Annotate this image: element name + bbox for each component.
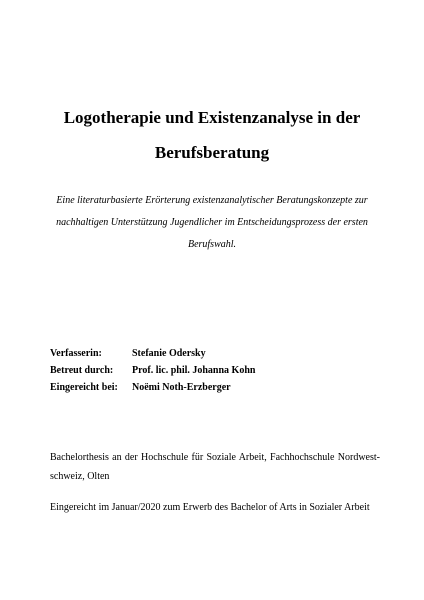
author-info — [50, 345, 380, 396]
supervisor-value: Prof. lic. phil. Johanna Kohn — [132, 365, 256, 376]
supervisor-label: Betreut durch: — [50, 365, 114, 376]
title-line-1: Logotherapie und Existenzanalyse in der — [63, 108, 361, 127]
thesis-institution — [50, 448, 380, 486]
submission-note: Eingereicht im Januar/2020 zum Erwerb des Bachelor of Arts in Sozialer Arbeit — [50, 502, 370, 513]
title-line-2: Berufsberatung — [154, 143, 270, 162]
submitted-to-label: Eingereicht bei: — [50, 382, 118, 393]
subtitle-line-3: Berufswahl. — [187, 239, 237, 250]
thesis-line-2: schweiz, Olten — [50, 471, 110, 482]
submitted-to-row — [50, 379, 380, 396]
document-title — [40, 100, 384, 170]
subtitle-line-1: Eine literaturbasierte Erörterung existenzanalytischer Beratungskonzepte zur — [56, 195, 368, 206]
thesis-line-1: Bachelorthesis an der Hochschule für Soziale Arbeit, Fachhochschule Nordwest- — [50, 452, 380, 463]
submitted-to-value: Noëmi Noth-Erzberger — [132, 382, 231, 393]
document-subtitle — [36, 190, 388, 256]
subtitle-line-2: nachhaltigen Unterstützung Jugendlicher im Entscheidungsprozess der ersten — [56, 217, 368, 228]
author-row — [50, 345, 380, 362]
author-label: Verfasserin: — [50, 348, 102, 359]
author-value: Stefanie Odersky — [132, 348, 206, 359]
supervisor-row — [50, 362, 380, 379]
